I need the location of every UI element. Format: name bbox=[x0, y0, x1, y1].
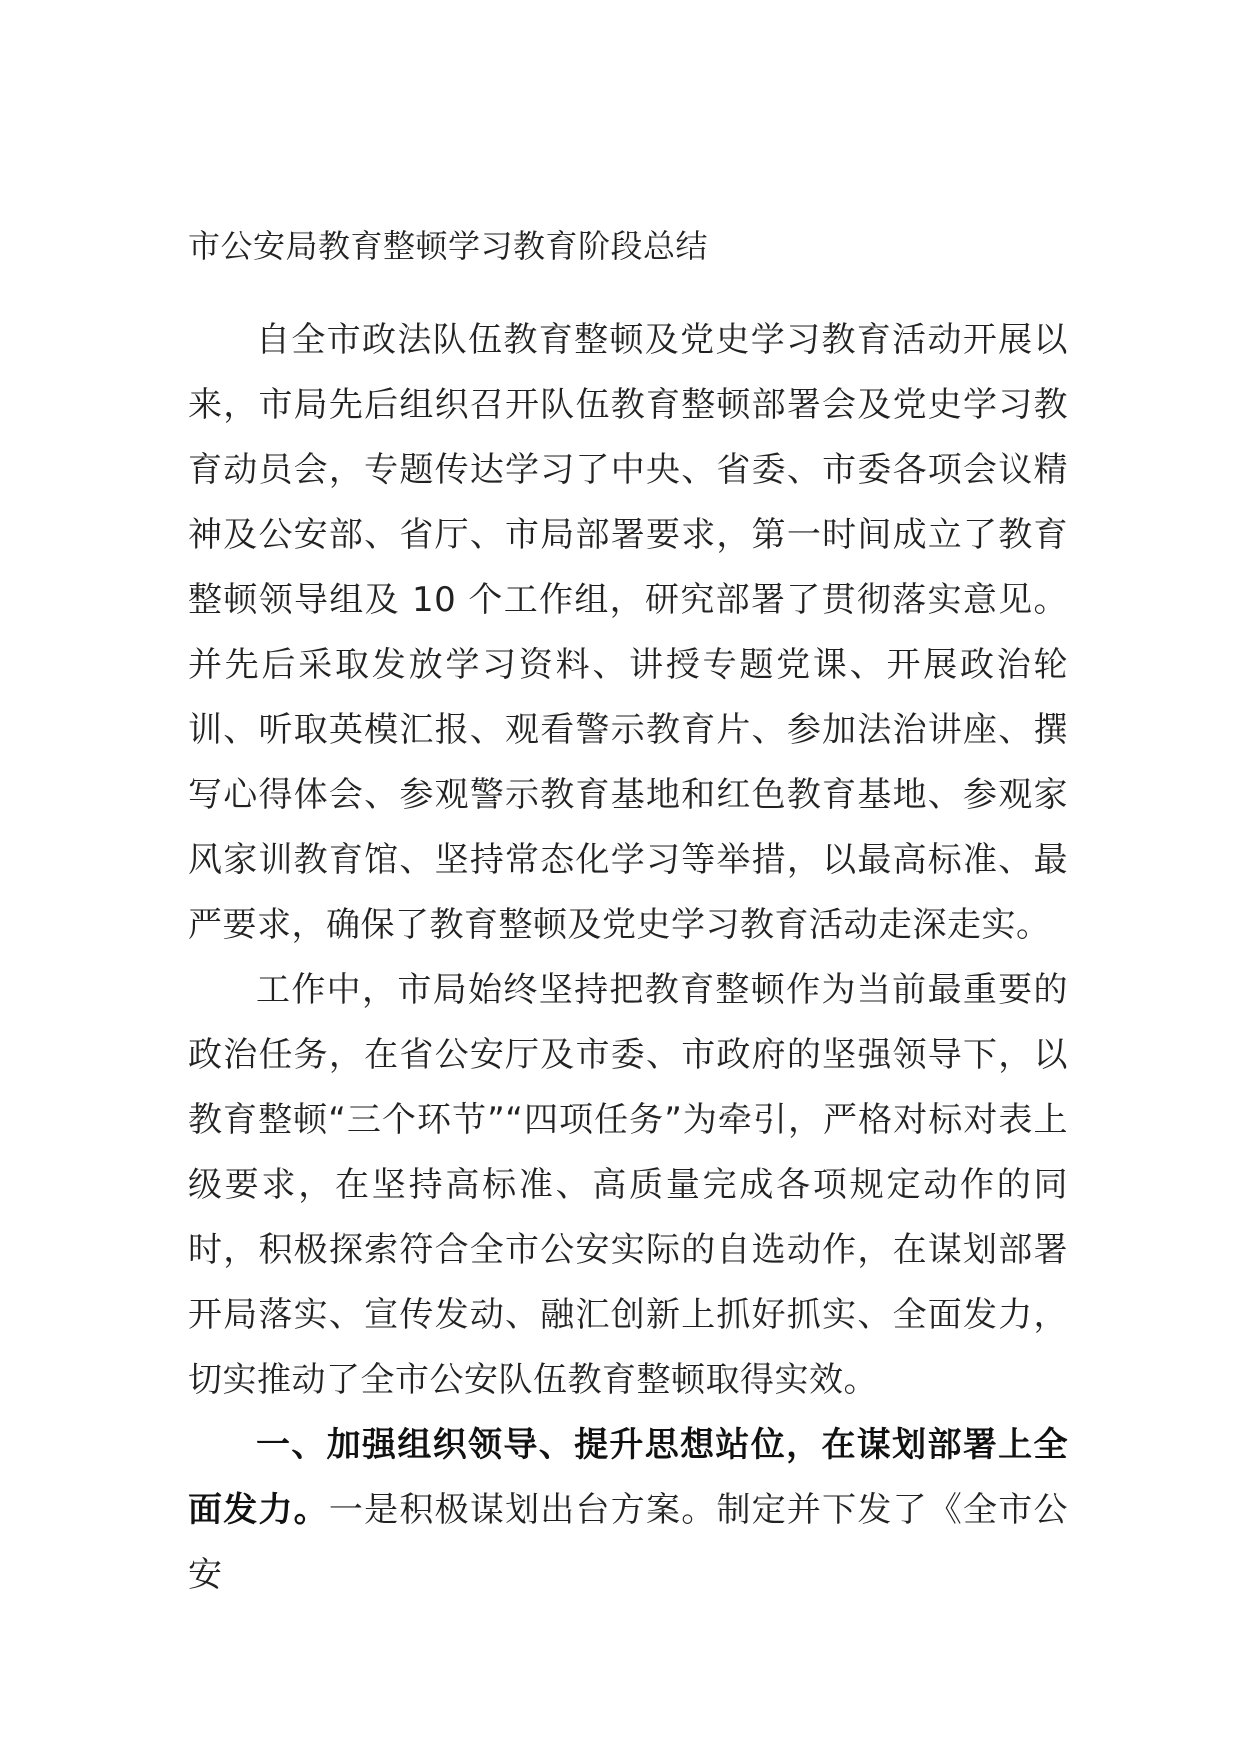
paragraph-1: 自全市政法队伍教育整顿及党史学习教育活动开展以来，市局先后组织召开队伍教育整顿部署会及党史学习教育动员会，专题传达学习了中央、省委、市委各项会议精神及公安部、省厅、市局部署要求，第一时间成立了教育整顿领导组及 10 个工作组，研究部署了贯彻落实意见。并先后采取发放学习资料、讲授专题党课、开展政治轮训、听取英模汇报、观看警示教育片、参加法治讲座、撰写心得体会、参观警示教育基地和红色教育基地、参观家风家训教育馆、坚持常态化学习等举措，以最高标准、最严要求，确保了教育整顿及党史学习教育活动走深走实。 bbox=[188, 320, 1068, 945]
paragraph-2: 工作中，市局始终坚持把教育整顿作为当前最重要的政治任务，在省公安厅及市委、市政府的坚强领导下，以教育整顿“三个环节”“四项任务”为牵引，严格对标对表上级要求，在坚持高标准、高质量完成各项规定动作的同时，积极探索符合全市公安实际的自选动作，在谋划部署开局落实、宣传发动、融汇创新上抓好抓实、全面发力，切实推动了全市公安队伍教育整顿取得实效。 bbox=[188, 970, 1068, 1400]
paragraph-3-text: 一是积极谋划出台方案。制定并下发了《全市公安 bbox=[188, 1490, 1069, 1595]
document-title: 市公安局教育整顿学习教育阶段总结 bbox=[188, 227, 709, 265]
paragraph-3 bbox=[188, 1413, 1068, 1608]
section-heading: 一、加强组织领导、提升思想站位，在谋划部署上全面发力。 bbox=[188, 1425, 1068, 1530]
document-body bbox=[188, 308, 1068, 1608]
